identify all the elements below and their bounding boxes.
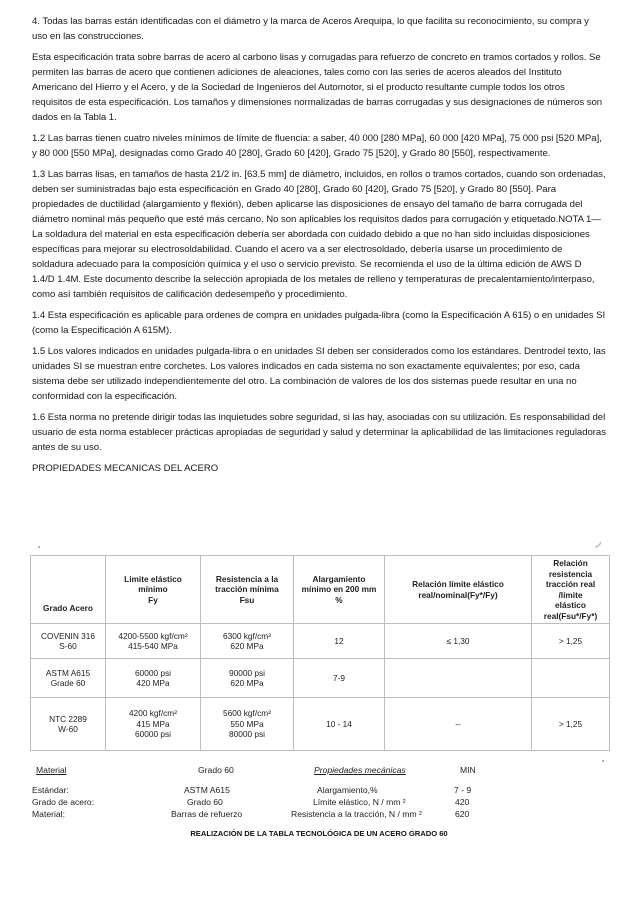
table-cell: 6300 kgf/cm² 620 MPa: [201, 624, 294, 659]
header-relacion-limite: Relación límite elástico real/nominal(Fy*/Fy): [385, 556, 532, 624]
material-value: Grado 60: [187, 797, 223, 807]
decorative-dot-icon: [38, 546, 40, 548]
table-row: [31, 698, 610, 751]
material-label: Grado de acero:: [32, 797, 95, 807]
properties-header: Propiedades mecánicas: [314, 765, 406, 775]
header-alargamiento: Alargamiento mínimo en 200 mm %: [294, 556, 385, 624]
table-cell: 60000 psi 420 MPa: [106, 659, 201, 698]
table-cell: NTC 2289 W-60: [31, 698, 106, 751]
material-label: Material:: [32, 809, 65, 819]
table-cell: 5600 kgf/cm² 550 MPa 80000 psi: [201, 698, 294, 751]
material-summary: [32, 764, 612, 820]
material-row: [32, 784, 612, 796]
material-label: Estándar:: [32, 785, 69, 795]
paragraph-1-3: 1.3 Las barras lisas, en tamaños de hasta 21/2 in. [63.5 mm] de diámetro, incluidos, en rollos o tramos cortados, cuando son ordenadas, deben ser suministradas bajo esta especificación en Grado 40 [280], Grado 60 [420], Grado 75 [520], y Grado 80 [550]. Para propiedades de ductilidad (alargamiento y flexión), deben aplicarse las disposiciones de ensayo del tamaño de barra corrugada del diámetro nominal más pequeño que esté más cercano. No son aplicables los requisitos dados para corrugación y etiquetado.NOTA 1—La soldadura del material en esta especificación debería ser abordada con cuidado debido a que no han sido incluidas disposiciones específicas para mejorar su electrosoldabilidad. Cuando el acero va a ser electrosoldado, debería usarse un procedimiento de soldadura adecuado para la composición química y el uso o servicio previsto. Se recomienda el uso de la última edición de AWS D 1.4/D 1.4M. Este documento describe la selección apropiada de los metales de relleno y temperaturas de precalentamiento/interpaso, como así también requisitos de calificación dedesempeño y procedimiento.: [32, 169, 606, 300]
table-cell: 12: [294, 624, 385, 659]
table-row: [31, 659, 610, 698]
table-header-row: [31, 556, 610, 624]
material-header: Material: [36, 765, 67, 775]
table-cell: > 1,25: [532, 698, 610, 751]
table-cell: 4200-5500 kgf/cm² 415-540 MPa: [106, 624, 201, 659]
header-grado-acero: Grado Acero: [31, 556, 106, 624]
header-relacion-resistencia: Relación resistencia tracción real /límite elástico real(Fsu*/Fy*): [532, 556, 610, 624]
table-cell: --: [385, 698, 532, 751]
table-cell: ASTM A615 Grade 60: [31, 659, 106, 698]
paragraph-scope: Esta especificación trata sobre barras de acero al carbono lisas y corrugadas para refuerzo de concreto en tramos cortados y rollos. Se permiten las barras de acero que contienen adiciones de aleaciones, tales como con las series de aceros aleados del Instituto Americano del Hierro y el Acero, y de la Sociedad de Ingenieros del Automotor, si el producto resultante cumple todos los otros requisitos de esta especificación. Los tamaños y dimensiones normalizadas de barras corrugadas y sus designaciones de números son dados en la Tabla 1.: [32, 52, 603, 123]
mechanical-properties-table: [30, 555, 610, 751]
property-value: 420: [455, 797, 470, 807]
material-value: ASTM A615: [184, 785, 230, 795]
material-header-row: [32, 764, 612, 784]
paragraph-1-6: 1.6 Esta norma no pretende dirigir todas las inquietudes sobre seguridad, si las hay, asociadas con su utilización. Es responsabilidad del usuario de esta norma establecer prácticas apropiadas de seguridad y salud y determinar la aplicabilidad de las limitaciones reguladoras antes de su uso.: [32, 412, 606, 453]
material-row: [32, 808, 612, 820]
table-cell: 7-9: [294, 659, 385, 698]
property-value: 7 - 9: [454, 785, 472, 795]
table-cell: [532, 659, 610, 698]
grade-header: Grado 60: [198, 765, 234, 775]
paragraph-4: 4. Todas las barras están identificadas con el diámetro y la marca de Aceros Arequipa, lo que facilita su reconocimiento, su compra y uso en las construcciones.: [32, 16, 589, 42]
property-label: Límite elástico, N / mm ²: [313, 797, 406, 807]
min-header: MIN: [460, 765, 476, 775]
paragraph-1-5: 1.5 Los valores indicados en unidades pulgada-libra o en unidades SI deben ser considerados como los estándares. Dentrodel texto, las unidades SI se muestran entre corchetes. Los valores indicados en cada sistema no son exactamente equivalentes; por eso, cada sistema debe ser utilizado independientemente del otro. La combinación de valores de los dos sistemas puede resultar en una no conformidad con la especificación.: [32, 346, 606, 402]
table-cell: 10 - 14: [294, 698, 385, 751]
paragraph-1-2: 1.2 Las barras tienen cuatro niveles mínimos de límite de fluencia: a saber, 40 000 [280 MPa], 60 000 [420 MPa], 75 000 psi [520 MPa], y 80 000 [550 MPa], designadas como Grado 40 [280], Grado 60 [420], Grado 75 [520], y Grado 80 [550], respectivamente.: [32, 133, 602, 159]
property-value: 620: [455, 809, 470, 819]
table-cell: ≤ 1,30: [385, 624, 532, 659]
property-label: Resistencia a la tracción, N / mm ²: [291, 809, 422, 819]
table-cell: 90000 psi 620 MPa: [201, 659, 294, 698]
table-row: [31, 624, 610, 659]
decorative-dot-icon: [602, 760, 604, 762]
paragraph-1-4: 1.4 Esta especificación es aplicable para ordenes de compra en unidades pulgada-libra (como la Especificación A 615) o en unidades SI (como la Especificación A 615M).: [32, 310, 606, 336]
material-value: Barras de refuerzo: [171, 809, 243, 819]
material-row: [32, 796, 612, 808]
header-resistencia-traccion: Resistencia a la tracción mínima Fsu: [201, 556, 294, 624]
table-caption: REALIZACIÓN DE LA TABLA TECNOLÓGICA DE UN ACERO GRADO 60: [190, 829, 448, 838]
table-cell: [385, 659, 532, 698]
table-cell: > 1,25: [532, 624, 610, 659]
header-limite-elastico: Limite elástico mínimo Fy: [106, 556, 201, 624]
table-cell: 4200 kgf/cm² 415 MPa 60000 psi: [106, 698, 201, 751]
section-heading: PROPIEDADES MECANICAS DEL ACERO: [32, 463, 219, 474]
decorative-mark-icon: [594, 540, 603, 549]
property-label: Alargamiento,%: [317, 785, 378, 795]
document-body: [32, 14, 606, 476]
table-cell: COVENIN 316 S-60: [31, 624, 106, 659]
